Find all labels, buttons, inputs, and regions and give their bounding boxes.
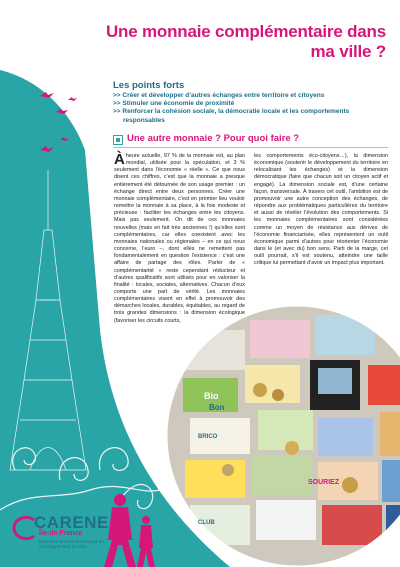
list-item-text: Stimuler une économie de proximité [122, 100, 235, 108]
list-item-text: Créer et développer d’autres échanges entre territoire et citoyens [122, 92, 325, 99]
page-title: Une monnaie complémentaire dans ma ville ? [105, 22, 386, 61]
points-forts-list [113, 92, 383, 125]
body-text-col2: les comportements éco-citoyens…), la dimension économique (soutenir le développement du territoire en relocalisant les échanges) et la dimension démocratique (faire que chacun soit un citoyen actif et engagé). La dimension sociale est, d’une certaine façon, transversale. À travers cet outil, l’ambition est de promouvoir une autre conception des échanges, de répondre aux problématiques particulières du territoire et aussi de révéler l’évolution des comportements. Si les monnaies complémentaires sont considérées comme un moyen de résistance aux dérives de l’économie financiarisée, elles représentent un outil économique parmi d’autres pour réorienter l’économie dans le (et avec du) bon sens. Parti de la marge, cet outil pourrait, s’il est soutenu, atteindre une taille critique lui permettant d’avoir un impact plus important. [254, 153, 388, 267]
list-item-text: Renforcer la cohésion sociale, la démocratie locale et les comportements responsables [122, 108, 350, 124]
logo-partner: Île-de-France [39, 530, 83, 537]
carene-logo [12, 513, 122, 559]
list-item [113, 100, 383, 108]
body-text-col1: heure actuelle, 97 % de la monnaie est, au plan mondial, utilisée pour la spéculation, et 3 % seulement dans l’économie « réelle ». Ce que nous disent ces chiffres, c’est que la monnaie a presque entièrement été détournée de son usage premier : un échange direct entre deux personnes. Créer une monnaie complémentaire, c’est en premier lieu vouloir remettre la monnaie à sa place, à la fois modeste et précieuse : faciliter les échanges entre les citoyens. Mais pas seulement. On dit de ces monnaies nouvelles (mais en fait très anciennes !) qu’elles sont complémentaires, car elles coexistent avec les monnaies nationales ou régionales – en ce qui nous concerne, l’euro –, dont elles ne remettent pas fondamentalement en question l’existence : c’est une affaire de partage des rôles. Parler de « complémentarité » reste cependant réducteur et d’autres qualificatifs sont utilisés pour en valoriser la finalité : locales, sociales, alternatives. Chacun d’eux comporte une part de vérité. Les monnaies complémentaires visent en effet à promouvoir des démarches locales, durables, équitables, au regard de trois grandes dimensions : la dimension écologique (favoriser les circuits courts, [114, 153, 245, 324]
logo-name: CARENE [34, 513, 109, 532]
collage-label-bon: Bon [209, 403, 225, 412]
body-column-1 [114, 153, 245, 325]
collage-label-club: CLUB [198, 520, 215, 526]
collage-label-brico: BRICO [198, 434, 218, 440]
bullet-chevron: >> [113, 92, 121, 99]
collage-label-bio: Bio [204, 391, 219, 401]
drop-cap: À [114, 151, 125, 168]
collage-label-sourire: SOURIEZ [308, 479, 340, 486]
section-title: Une autre monnaie ? Pour quoi faire ? [127, 133, 300, 144]
list-item [113, 92, 383, 100]
points-forts-box [113, 80, 383, 125]
logo-tagline: Expertise et ressources pour un développement durable [39, 539, 104, 550]
section-header [113, 133, 388, 148]
body-column-2 [254, 153, 388, 268]
bullet-chevron: >> [113, 100, 121, 108]
square-bullet-icon [113, 135, 123, 145]
points-forts-heading: Les points forts [113, 80, 185, 91]
bullet-chevron: >> [113, 108, 121, 116]
list-item [113, 108, 383, 124]
